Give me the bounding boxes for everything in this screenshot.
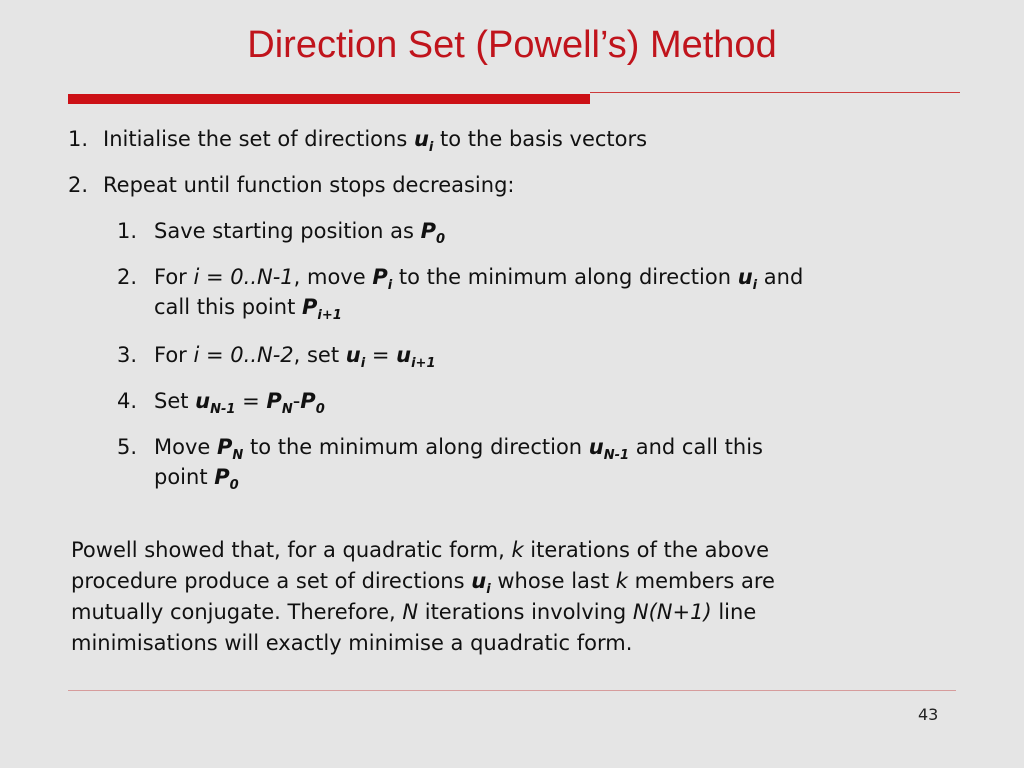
list-number: 5.: [117, 435, 138, 459]
paragraph-line: minimisations will exactly minimise a quadratic form.: [71, 631, 633, 655]
list-text: Set $u_{N-1} = P_N-P_0$: [154, 389, 325, 417]
list-text: Initialise the set of directions $u_i$ to the basis vectors: [103, 127, 648, 155]
list-text: For i = 0..N-2, set $u_i = u_{i+1}$: [154, 343, 436, 371]
paragraph-line: Powell showed that, for a quadratic form, k iterations of the above: [71, 538, 770, 562]
list-number: 2.: [117, 265, 138, 289]
list-text: Move $P_N$ to the minimum along direction $u_{N-1}$ and call this: [154, 435, 763, 463]
list-text: For i = 0..N-1, move $P_i$ to the minimum along direction $u_i$ and: [154, 265, 804, 293]
list-number: 4.: [117, 389, 138, 413]
list-number: 1.: [68, 127, 89, 151]
summary-paragraph: [71, 535, 971, 659]
title-underline-thick: [68, 94, 590, 104]
list-text: call this point $P_{i+1}$: [154, 295, 342, 323]
footer-divider: [68, 690, 956, 691]
title-underline-thin: [590, 92, 960, 93]
paragraph-line: procedure produce a set of directions $u_i$ whose last k members are: [71, 569, 775, 597]
list-text: Save starting position as $P_0$: [154, 219, 446, 247]
list-number: 3.: [117, 343, 138, 367]
list-text: point $P_0$: [154, 465, 239, 493]
slide-title: Direction Set (Powell’s) Method: [247, 24, 777, 66]
page-number: 43: [918, 705, 939, 724]
list-number: 1.: [117, 219, 138, 243]
paragraph-line: mutually conjugate. Therefore, N iterations involving N(N+1) line: [71, 600, 757, 624]
list-number: 2.: [68, 173, 89, 197]
list-text: Repeat until function stops decreasing:: [103, 173, 515, 197]
